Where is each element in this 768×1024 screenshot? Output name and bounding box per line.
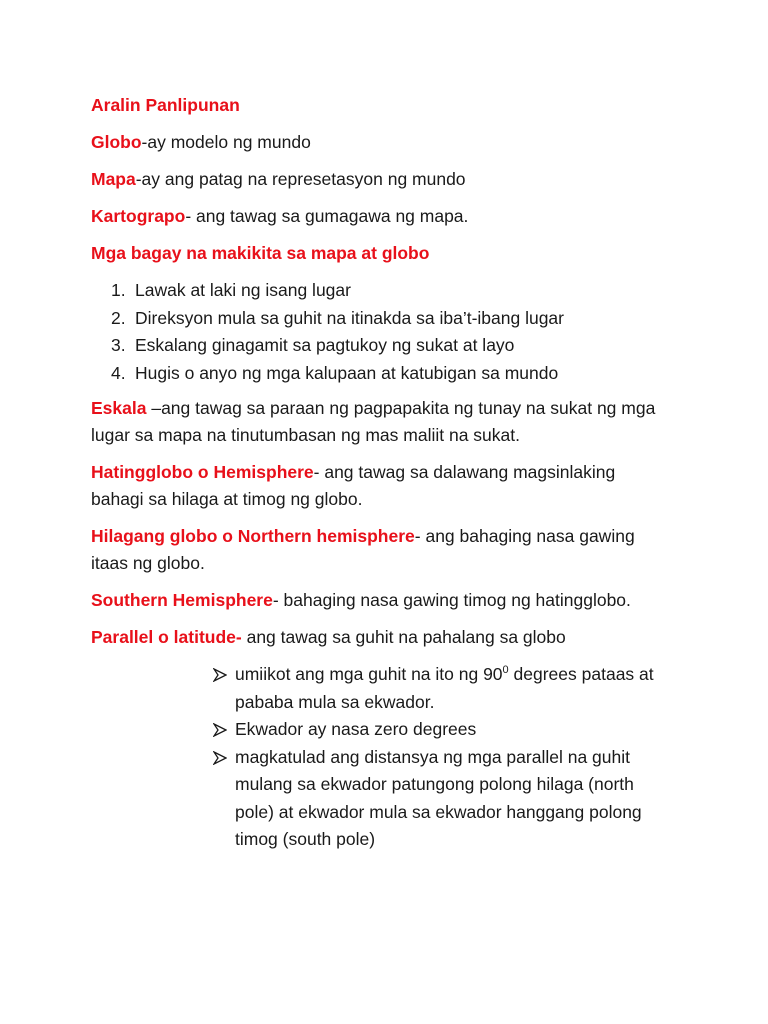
list-item-text: Direksyon mula sa guhit na itinakda sa iba’t-ibang lugar: [135, 307, 564, 328]
definition-hilagang: [91, 523, 708, 577]
list-item: [213, 744, 708, 854]
eskala-line1: –ang tawag sa paraan ng pagpapakita ng tunay na sukat ng mga: [146, 398, 656, 418]
list-number: 3.: [111, 335, 126, 355]
list-item: [91, 360, 708, 388]
point3-line4: timog (south pole): [235, 829, 376, 849]
list-item-text: Hugis o anyo ng mga kalupaan at katubigan sa mundo: [135, 362, 559, 383]
hilagang-line2: itaas ng globo.: [91, 553, 205, 573]
point1-line2: pababa mula sa ekwador.: [235, 691, 435, 712]
point1-line1-a: umiikot ang mga guhit na ito ng 90: [235, 664, 503, 684]
definition-mapa: [91, 166, 708, 193]
things-heading: [91, 240, 708, 267]
point1-line1-b: degrees pataas at: [508, 664, 654, 684]
term-parallel: Parallel o latitude-: [91, 627, 242, 647]
arrow-bullet-icon: [213, 751, 227, 765]
term-southern: Southern Hemisphere: [91, 590, 273, 610]
list-item: [213, 661, 708, 716]
term-hatingglobo: Hatingglobo o Hemisphere: [91, 462, 314, 482]
point3-line3: pole) at ekwador mula sa ekwador hanggang polong: [235, 801, 642, 822]
list-item: [91, 305, 708, 333]
arrow-bullet-icon: [213, 668, 227, 682]
list-item: [213, 716, 708, 744]
definition-globo: [91, 129, 708, 156]
arrow-bullet-icon: [213, 723, 227, 737]
hatingglobo-line1: - ang tawag sa dalawang magsinlaking: [313, 462, 616, 482]
parallel-points-list: [91, 661, 708, 854]
definition-mapa-text: -ay ang patag na represetasyon ng mundo: [135, 169, 466, 189]
list-item: [91, 332, 708, 360]
definition-kartograpo: [91, 203, 708, 230]
list-item-text: Eskalang ginagamit sa pagtukoy ng sukat at layo: [135, 335, 515, 355]
definition-southern: [91, 587, 708, 614]
term-eskala: Eskala: [91, 398, 147, 418]
definition-eskala: [91, 395, 708, 449]
term-globo: Globo: [91, 132, 142, 152]
definition-kartograpo-text: - ang tawag sa gumagawa ng mapa.: [185, 206, 469, 226]
eskala-line2: lugar sa mapa na tinutumbasan ng mas maliit na sukat.: [91, 425, 520, 445]
point3-line2: mulang sa ekwador patungong polong hilaga (north: [235, 774, 634, 794]
term-hilagang: Hilagang globo o Northern hemisphere: [91, 526, 415, 546]
definition-globo-text: -ay modelo ng mundo: [141, 132, 311, 152]
hilagang-line1: - ang bahaging nasa gawing: [414, 526, 635, 546]
term-mapa: Mapa: [91, 169, 136, 189]
parallel-text: ang tawag sa guhit na pahalang sa globo: [241, 627, 566, 647]
definition-hatingglobo: [91, 459, 708, 513]
document-title: [91, 92, 708, 119]
list-number: 2.: [111, 307, 126, 328]
degree-superscript: 0: [502, 664, 509, 676]
definition-parallel: [91, 624, 708, 651]
things-heading-text: Mga bagay na makikita sa mapa at globo: [91, 243, 430, 263]
title-text: Aralin Panlipunan: [91, 95, 240, 115]
list-item: [91, 277, 708, 305]
list-item-text: Lawak at laki ng isang lugar: [135, 280, 351, 300]
hatingglobo-line2: bahagi sa hilaga at timog ng globo.: [91, 489, 363, 509]
list-number: 4.: [111, 362, 126, 383]
point3-line1: magkatulad ang distansya ng mga parallel na guhit: [235, 746, 630, 767]
southern-text: - bahaging nasa gawing timog ng hatingglobo.: [272, 590, 631, 610]
term-kartograpo: Kartograpo: [91, 206, 186, 226]
point2-line1: Ekwador ay nasa zero degrees: [235, 719, 477, 739]
list-number: 1.: [111, 280, 126, 300]
things-list: [91, 277, 708, 387]
